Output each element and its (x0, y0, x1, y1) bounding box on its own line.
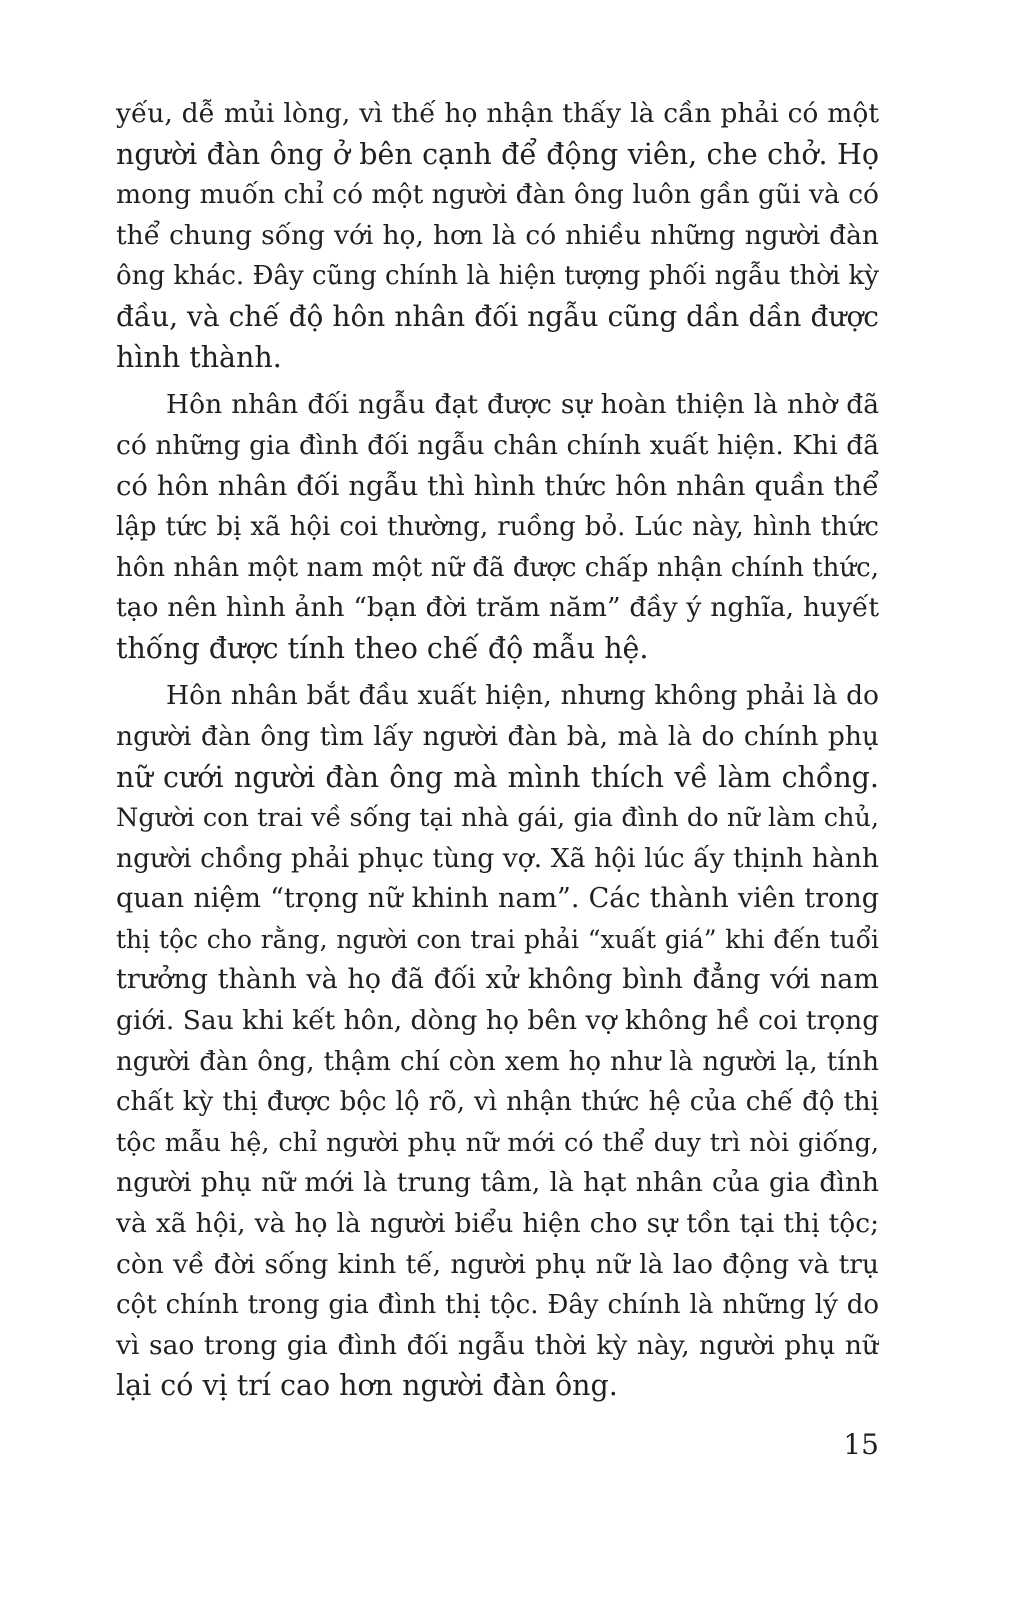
text-line: thống được tính theo chế độ mẫu hệ. (116, 631, 649, 665)
text-line: cột chính trong gia đình thị tộc. Đây chính là những lý do (116, 1290, 879, 1321)
paragraph-1 (116, 94, 879, 378)
text-line: trưởng thành và họ đã đối xử không bình đẳng với nam (116, 964, 879, 996)
text-line: Hôn nhân đối ngẫu đạt được sự hoàn thiện là nhờ đã (166, 389, 879, 421)
text-line: mong muốn chỉ có một người đàn ông luôn gần gũi và có (116, 179, 879, 211)
text-line: người chồng phải phục tùng vợ. Xã hội lúc ấy thịnh hành (116, 842, 879, 874)
text-line: tộc mẫu hệ, chỉ người phụ nữ mới có thể duy trì nòi giống, (116, 1127, 879, 1158)
text-line: Hôn nhân bắt đầu xuất hiện, nhưng không phải là do (166, 680, 879, 712)
text-line: tạo nên hình ảnh “bạn đời trăm năm” đầy ý nghĩa, huyết (116, 592, 879, 624)
text-line: hình thành. (116, 340, 282, 374)
text-line: lập tức bị xã hội coi thường, ruồng bỏ. Lúc này, hình thức (116, 511, 879, 542)
text-line: nữ cưới người đàn ông mà mình thích về làm chồng. (116, 760, 879, 794)
text-line: có những gia đình đối ngẫu chân chính xuất hiện. Khi đã (116, 429, 879, 461)
page-number: 15 (843, 1428, 879, 1461)
text-line: giới. Sau khi kết hôn, dòng họ bên vợ không hề coi trọng (116, 1005, 879, 1037)
body-text (116, 94, 879, 1407)
text-line: lại có vị trí cao hơn người đàn ông. (116, 1369, 618, 1403)
text-line: quan niệm “trọng nữ khinh nam”. Các thành viên trong (116, 883, 879, 915)
text-line: hôn nhân một nam một nữ đã được chấp nhận chính thức, (116, 552, 879, 583)
text-line: còn về đời sống kinh tế, người phụ nữ là lao động và trụ (116, 1248, 879, 1280)
text-line: thể chung sống với họ, hơn là có nhiều những người đàn (116, 219, 879, 251)
paragraph-3 (116, 676, 879, 1407)
text-line: yếu, dễ mủi lòng, vì thế họ nhận thấy là cần phải có một (116, 98, 879, 129)
text-line: và xã hội, và họ là người biểu hiện cho sự tồn tại thị tộc; (116, 1208, 879, 1240)
paragraph-2 (116, 385, 879, 669)
text-line: người đàn ông tìm lấy người đàn bà, mà là do chính phụ (116, 720, 879, 752)
text-line: ông khác. Đây cũng chính là hiện tượng phối ngẫu thời kỳ (116, 261, 879, 292)
text-line: đầu, và chế độ hôn nhân đối ngẫu cũng dần dần được (116, 299, 879, 333)
text-line: có hôn nhân đối ngẫu thì hình thức hôn nhân quần thể (116, 470, 879, 503)
text-line: người đàn ông, thậm chí còn xem họ như là người lạ, tính (116, 1046, 879, 1077)
text-line: thị tộc cho rằng, người con trai phải “xuất giá” khi đến tuổi (116, 924, 879, 954)
text-line: người đàn ông ở bên cạnh để động viên, che chở. Họ (116, 137, 879, 171)
text-line: người phụ nữ mới là trung tâm, là hạt nhân của gia đình (116, 1167, 879, 1199)
paragraph-spacer (116, 378, 879, 385)
text-line: chất kỳ thị được bộc lộ rõ, vì nhận thức hệ của chế độ thị (116, 1087, 879, 1118)
text-line: Người con trai về sống tại nhà gái, gia đình do nữ làm chủ, (116, 803, 879, 834)
text-line: vì sao trong gia đình đối ngẫu thời kỳ này, người phụ nữ (116, 1329, 879, 1361)
paragraph-spacer (116, 669, 879, 676)
